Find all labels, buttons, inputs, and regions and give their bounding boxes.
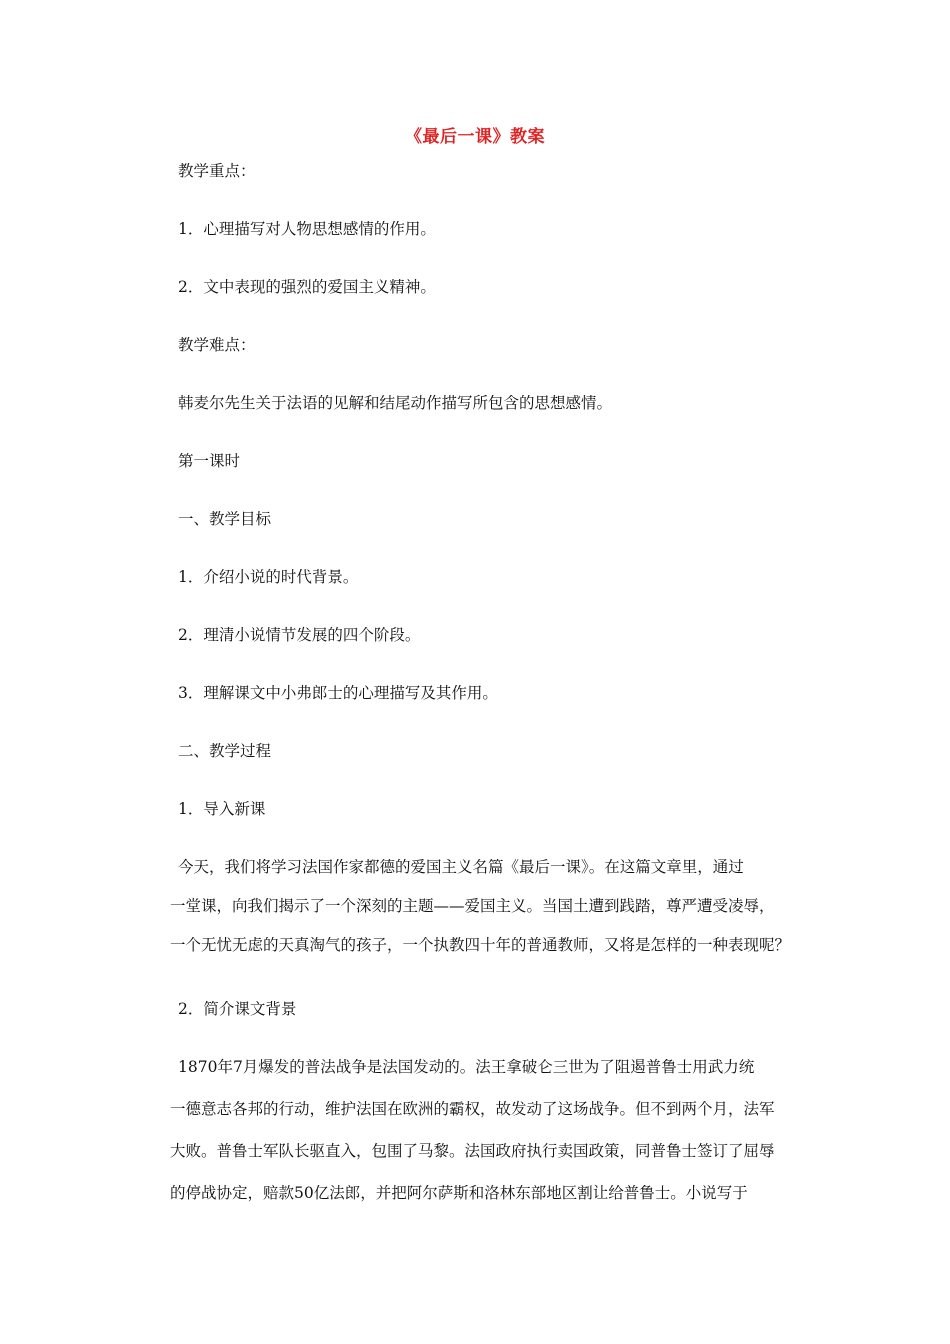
difficulty-heading: 教学难点： [178, 336, 256, 354]
objective-item: 2．理清小说情节发展的四个阶段。 [178, 626, 421, 644]
key-point-item: 1．心理描写对人物思想感情的作用。 [178, 220, 436, 238]
paragraph-line: 1870年7月爆发的普法战争是法国发动的。法王拿破仑三世为了阻遏普鲁士用武力统 [178, 1058, 755, 1076]
key-points-heading: 教学重点： [178, 162, 256, 180]
key-point-item: 2．文中表现的强烈的爱国主义精神。 [178, 278, 436, 296]
objective-item: 1．介绍小说的时代背景。 [178, 568, 359, 586]
paragraph-line: 一个无忧无虑的天真淘气的孩子，一个执教四十年的普通教师，又将是怎样的一种表现呢？ [170, 936, 791, 954]
step-heading: 1．导入新课 [178, 800, 266, 818]
process-heading: 二、教学过程 [178, 742, 272, 760]
difficulty-text: 韩麦尔先生关于法语的见解和结尾动作描写所包含的思想感情。 [178, 394, 613, 412]
paragraph-line: 的停战协定，赔款50亿法郎，并把阿尔萨斯和洛林东部地区割让给普鲁士。小说写于 [170, 1184, 748, 1202]
paragraph-line: 一堂课，向我们揭示了一个深刻的主题——爱国主义。当国土遭到践踏，尊严遭受凌辱， [170, 897, 775, 915]
objectives-heading: 一、教学目标 [178, 510, 272, 528]
objective-item: 3．理解课文中小弗郎士的心理描写及其作用。 [178, 684, 498, 702]
paragraph-line: 一德意志各邦的行动，维护法国在欧洲的霸权，故发动了这场战争。但不到两个月，法军 [170, 1100, 775, 1118]
document-title: 《最后一课》教案 [405, 127, 545, 147]
step-heading: 2．简介课文背景 [178, 1000, 297, 1018]
lesson-heading: 第一课时 [178, 452, 241, 470]
paragraph-line: 今天，我们将学习法国作家都德的爱国主义名篇《最后一课》。在这篇文章里，通过 [178, 858, 744, 876]
paragraph-line: 大败。普鲁士军队长驱直入，包围了马黎。法国政府执行卖国政策，同普鲁士签订了屈辱 [170, 1142, 775, 1160]
